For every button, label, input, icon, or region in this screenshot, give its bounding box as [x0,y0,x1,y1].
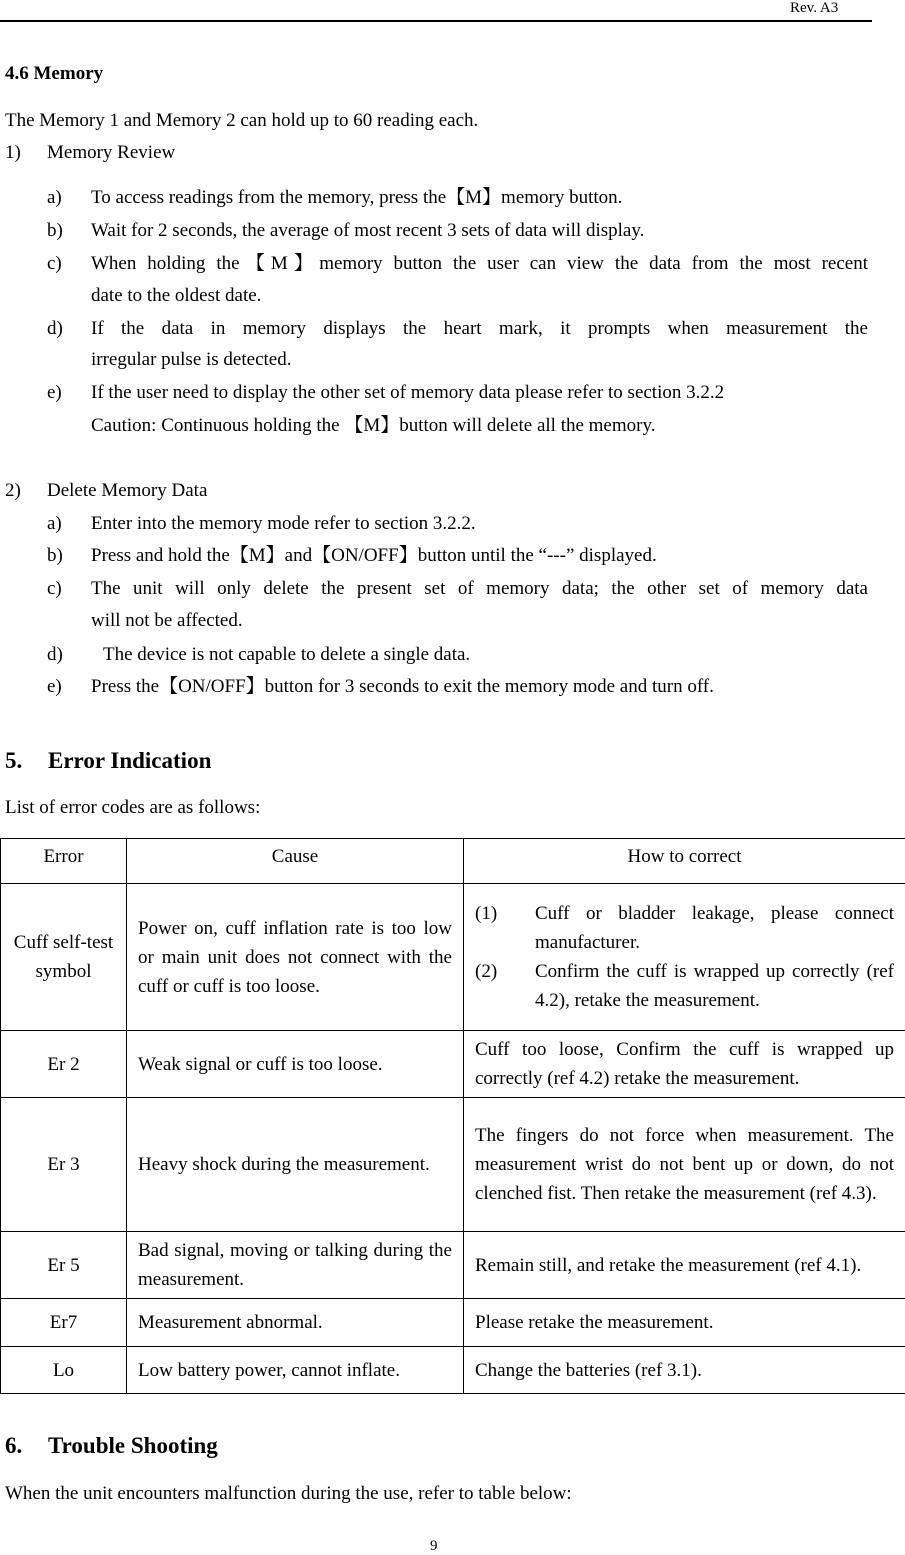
error-cause: Power on, cuff inflation rate is too low or main unit does not connect with the cuff or cuff is too loose. [127,884,464,1031]
column-header-fix: How to correct [464,839,905,884]
list-marker: b) [47,544,87,568]
delete-title: Delete Memory Data [47,479,207,503]
list-item: The unit will only delete the present set of memory data; the other set of memory data [91,577,868,601]
review-marker: 1) [5,141,21,165]
error-intro: List of error codes are as follows: [5,796,260,820]
list-item-continued: irregular pulse is detected. [91,348,291,372]
list-item: If the data in memory displays the heart mark, it prompts when measurement the [91,317,868,341]
list-item: Press the【ON/OFF】button for 3 seconds to exit the memory mode and turn off. [91,675,714,699]
list-marker: b) [47,219,87,243]
list-item: If the user need to display the other set of memory data please refer to section 3.2.2 [91,381,724,405]
list-item: Wait for 2 seconds, the average of most recent 3 sets of data will display. [91,219,644,243]
list-item: To access readings from the memory, press the【M】memory button. [91,186,622,210]
list-item: The device is not capable to delete a single data. [103,643,470,667]
review-title: Memory Review [47,141,175,165]
list-marker: e) [47,675,87,699]
error-code: Er7 [1,1299,127,1347]
trouble-intro: When the unit encounters malfunction during the use, refer to table below: [5,1482,572,1506]
error-code: Cuff self-test symbol [1,884,127,1031]
error-code: Er 2 [1,1031,127,1098]
error-cause: Measurement abnormal. [127,1299,464,1347]
error-fix: The fingers do not force when measurement. The measurement wrist do not bent up or down, do not clenched fist. Then retake the measurement (ref 4.3). [464,1098,905,1232]
delete-marker: 2) [5,479,21,503]
column-header-cause: Cause [127,839,464,884]
table-row [1,1299,905,1347]
fix-step-text: Confirm the cuff is wrapped up correctly (ref 4.2), retake the measurement. [535,957,894,1015]
header-rule [0,20,872,22]
error-fix: Cuff too loose, Confirm the cuff is wrapped up correctly (ref 4.2) retake the measurement. [464,1031,905,1098]
list-marker: c) [47,577,87,601]
list-item: When holding the【M】memory button the user can view the data from the most recent [91,252,868,276]
error-fix: Change the batteries (ref 3.1). [464,1347,905,1394]
trouble-section-number: 6. [5,1434,22,1458]
list-marker: d) [47,317,87,341]
table-row [1,1232,905,1299]
list-marker: e) [47,381,87,405]
table-row [1,884,905,1031]
error-fix: Please retake the measurement. [464,1299,905,1347]
column-header-error: Error [1,839,127,884]
fix-step-text: Cuff or bladder leakage, please connect manufacturer. [535,899,894,957]
table-row [1,1031,905,1098]
error-table [0,838,905,1394]
error-code: Er 3 [1,1098,127,1232]
memory-heading: 4.6 Memory [5,62,103,86]
list-marker: a) [47,186,87,210]
error-cause: Bad signal, moving or talking during the measurement. [127,1232,464,1299]
fix-step-number: (2) [475,957,535,1015]
fix-step [475,957,894,1015]
error-fix [464,884,905,1031]
memory-intro: The Memory 1 and Memory 2 can hold up to 60 reading each. [5,109,478,133]
error-section-heading: Error Indication [48,749,211,773]
table-row [1,1098,905,1232]
revision-label: Rev. A3 [790,0,838,17]
error-code: Lo [1,1347,127,1394]
list-item-continued: will not be affected. [91,609,243,633]
caution-note: Caution: Continuous holding the 【M】button will delete all the memory. [91,414,656,438]
list-marker: d) [47,643,87,667]
fix-step-number: (1) [475,899,535,957]
list-item: Enter into the memory mode refer to section 3.2.2. [91,512,476,536]
trouble-section-heading: Trouble Shooting [48,1434,218,1458]
list-item-continued: date to the oldest date. [91,284,261,308]
list-marker: a) [47,512,87,536]
error-fix: Remain still, and retake the measurement (ref 4.1). [464,1232,905,1299]
list-item: Press and hold the【M】and【ON/OFF】button until the “---” displayed. [91,544,657,568]
fix-step [475,899,894,957]
error-cause: Weak signal or cuff is too loose. [127,1031,464,1098]
error-cause: Low battery power, cannot inflate. [127,1347,464,1394]
error-cause: Heavy shock during the measurement. [127,1098,464,1232]
table-row [1,1347,905,1394]
page-number: 9 [430,1538,438,1555]
list-marker: c) [47,252,87,276]
table-header-row [1,839,905,884]
error-code: Er 5 [1,1232,127,1299]
error-section-number: 5. [5,749,22,773]
